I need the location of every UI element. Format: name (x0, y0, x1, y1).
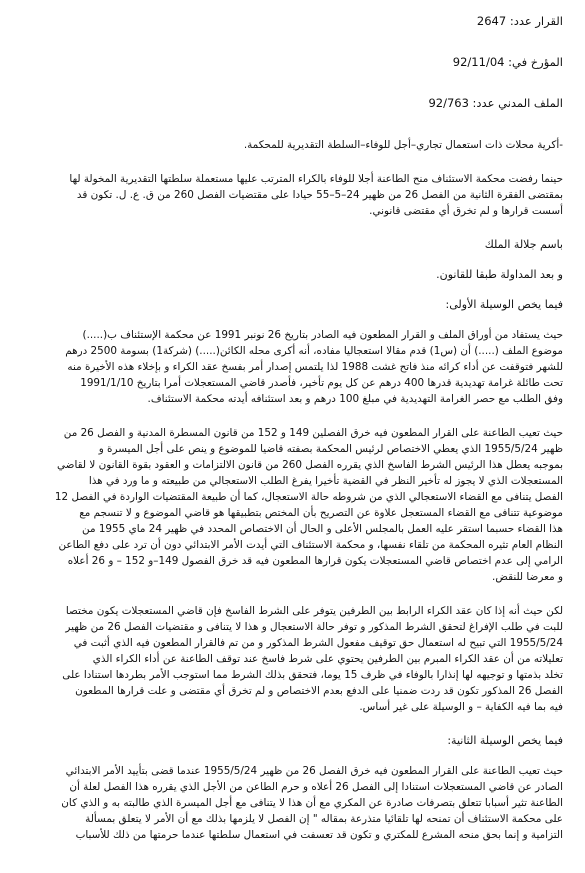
paragraph-line: الرامي إلى عدم اختصاص قاضي المستعجلات يكون قرارها المطعون فيه قد خرق الفصول 149–و 152 – و 26 أعلاه (67, 555, 563, 567)
deliberation-note: و بعد المداولة طبقا للقانون. (436, 268, 563, 281)
paragraph-line: تعليلاته من أن عقد الكراء المبرم بين الطرفين يحتوي على شرط فاسخ عند توقف الطاعنة عن أداء الكراء الذي (92, 653, 563, 665)
paragraph-line: موضوعية تتنافى مع القضاء المستعجل علاوة عن التصريح بأن المختص بتطبيقها هو قاضي الموضوع و لا تنسجم مع (79, 507, 563, 519)
decision-date: المؤرخ في: 92/11/04 (452, 55, 563, 69)
principle-line: أسست قرارها و لم تخرق أي مقتضى قانوني. (369, 205, 563, 217)
principle-line: حينما رفضت محكمة الاستئناف منح الطاعنة أجلا للوفاء بالكراء المترتب عليها مستعملة سلطتها التقديرية المخولة لها (69, 173, 563, 185)
paragraph-line: بموجبه يعطل هذا الرئيس الشرط الفاسخ الذي يقرره الفصل 260 من قانون الالتزامات و العقود بقوة القانون لا لقاضي (56, 459, 563, 471)
second-means-heading: فيما يخص الوسيلة الثانية: (447, 734, 563, 747)
decision-number: القرار عدد: 2647 (476, 14, 563, 28)
paragraph-line: التزامية و إنما بحق منحه المشرع للمكتري و تكون قد تعسفت في استعمال سلطتها عندما حرمتها من ذلك للأسباب (75, 829, 563, 841)
paragraph-line: حيث يستفاد من أوراق الملف و القرار المطعون فيه الصادر بتاريخ 26 نونبر 1991 عن محكمة الإستئناف ب(.....) (82, 329, 563, 341)
second-means-paragraph (16, 763, 563, 843)
facts-paragraph (16, 327, 563, 407)
paragraph-line: حيث تعيب الطاعنة على القرار المطعون فيه خرق الفصلين 149 و 152 من قانون المسطرة المدنية و الفصل 26 من (63, 427, 563, 439)
paragraph-line: الفصل يتنافى مع القضاء الاستعجالي الذي من شروطه حالة الاستعجال، كما أن طبيعة المقتضيات الواردة في الفصل 12 (54, 491, 563, 503)
file-number: الملف المدني عدد: 92/763 (428, 96, 563, 110)
paragraph-line: هذا القضاء حسبما استقر عليه العمل بالمجلس الأعلى و الحال أن الاختصاص المحدد في ظهير 24 ماي 1955 من (82, 523, 563, 535)
paragraph-line: الصادر عن قاضي المستعجلات استنادا إلى الفصل 26 أعلاه و حرم الطاعن من الأجل الذي يقرره هذا الفصل لعلة أن (69, 781, 563, 793)
first-means-heading: فيما يخص الوسيلة الأولى: (445, 298, 563, 311)
summary-keywords: -أكرية محلات ذات استعمال تجاري–أجل للوفاء–السلطة التقديرية للمحكمة. (243, 139, 563, 151)
paragraph-line: الطاعنة تثير أسبابا تتعلق بتصرفات صادرة عن المكري مع أن هذا لا يتنافى مع أجل الميسرة الذي طالبته به و الذي كان (61, 797, 563, 809)
principle-line: بمقتضى الفقرة الثانية من الفصل 26 من ظهير 24–5–55 حيادا على مقتضيات الفصل 260 من ق. ع. ل. تكون قد (76, 189, 563, 201)
paragraph-line: المستعجلات الذي لا يجوز له تأخير النظر في القضية تأخيرا يفرغ الطلب الاستعجالي من طبيعته و ما ورد في هذا (88, 475, 563, 487)
paragraph-line: لكن حيث أنه إذا كان عقد الكراء الرابط بين الطرفين يتوفر على الشرط الفاسخ فإن قاضي المستعجلات يكون مختصا (65, 605, 563, 617)
king-invocation: باسم جلالة الملك (484, 238, 563, 251)
first-means-paragraph (16, 425, 563, 585)
paragraph-line: وفق الطلب مع حصر الغرامة التهديدية في مبلغ 100 درهم و بعد استئنافه أيدته محكمة الاستئناف. (147, 393, 563, 405)
paragraph-line: تحت طائلة غرامة تهديدية قدرها 400 درهم عن كل يوم تأخير، فأصدر قاضي المستعجلات أمرا بتاريخ 1991/1/10 (80, 377, 563, 389)
paragraph-line: 1955/5/24 التي تبيح له استعمال حق توقيف مفعول الشرط المذكور و من تم فالقرار المطعون فيه الذي أثبت في (73, 637, 563, 649)
paragraph-line: النظام العام تثيره المحكمة من تلقاء نفسها، و محكمة الاستئناف التي أيدت الأمر الابتدائي دون أن ترد على دفع الطاعن (58, 539, 563, 551)
paragraph-line: على محكمة الاستئناف أن تمنحه لها تلقائيا متذرعة بمقاله " إن الفصل لا يلزمها بذلك مع أن الأمر لا يتعلق بمسألة (85, 813, 563, 825)
paragraph-line: موضوع الملف (.....) أن (س1) قدم مقالا استعجاليا مفاده، أنه أكرى محله الكائن(.....) (شركة1) بسومة 2500 درهم (65, 345, 563, 357)
paragraph-line: ظهير 1955/5/24 الذي يعطي الاختصاص لرئيس المحكمة بصفته قاضيا للموضوع و ينص على أجل الميسرة و (98, 443, 563, 455)
paragraph-line: الفصل 26 المذكور تكون قد ردت ضمنيا على الدفع بعدم الاختصاص و لم تخرق أي مقتضى و علت قرارها المطعون (75, 685, 563, 697)
paragraph-line: للبت في طلب الإفراغ لتحقق الشرط المذكور و توفر حالة الاستعجال و هذا لا يتنافى و مقتضيات الفصل 26 من ظهير (65, 621, 563, 633)
legal-principle (16, 171, 563, 219)
paragraph-line: و معرضا للنقض. (492, 571, 563, 583)
paragraph-line: للشهر فتوقفت عن أداء كرائه منذ فاتح غشت 1988 لذا يلتمس إصدار أمر بفسخ عقد الكراء و بإخلاء هذه الأخيرة منه (67, 361, 563, 373)
paragraph-line: حيث تعيب الطاعنة على القرار المطعون فيه خرق الفصل 26 من ظهير 1955/5/24 عندما قضى بتأييد الأمر الابتدائي (65, 765, 563, 777)
paragraph-line: تخلد بذمتها و توجيهه لها إنذارا بالوفاء في ظرف 15 يوما، فتحقق بذلك الشرط مما استوجب الأمر بطردها استنادا على (62, 669, 563, 681)
court-response-paragraph (16, 603, 563, 715)
paragraph-line: فيه بما فيه الكفاية – و الوسيلة على غير أساس. (359, 701, 563, 713)
